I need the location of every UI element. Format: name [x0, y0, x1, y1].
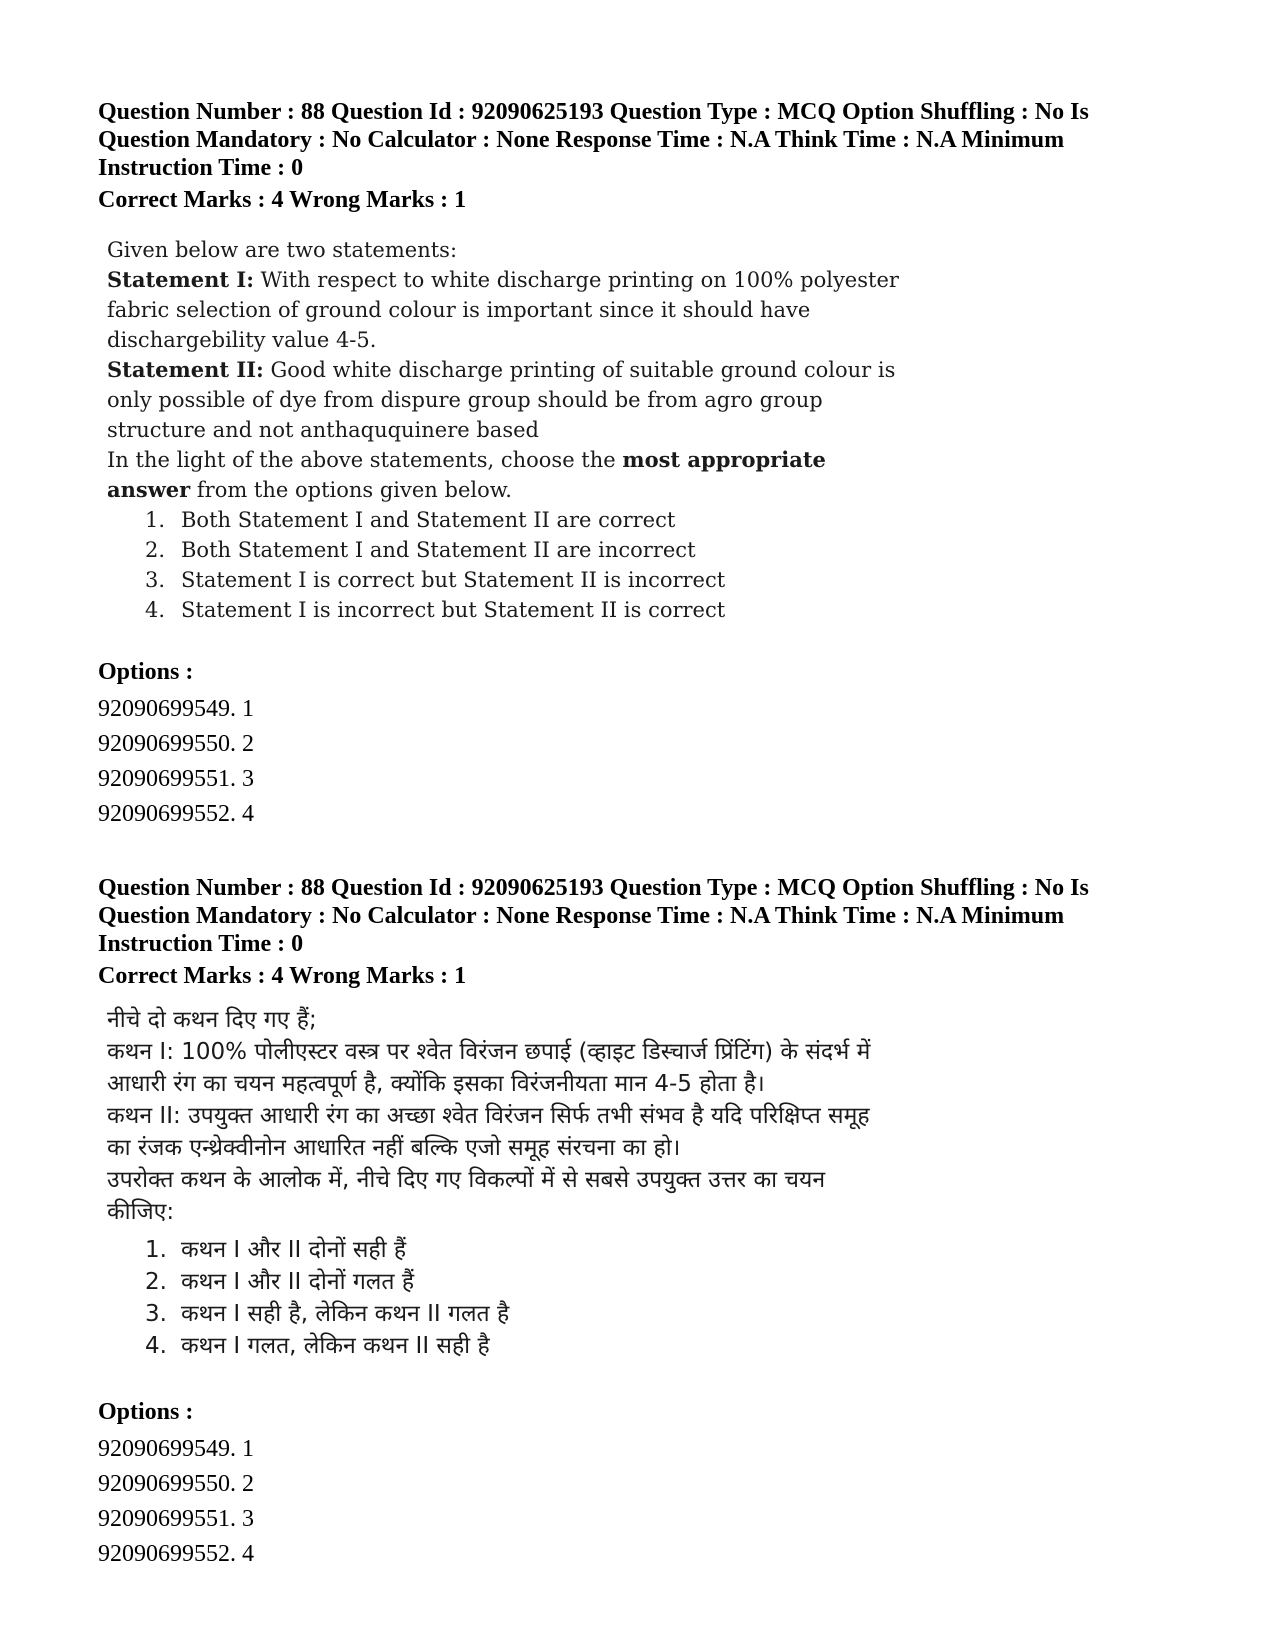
statement-2: Statement II: Good white discharge printing of suitable ground colour is [107, 357, 896, 382]
marks-line [98, 962, 1178, 990]
option-item: 92090699549. 1 [98, 696, 254, 722]
option-item: 92090699551. 3 [98, 1506, 254, 1532]
question-line: आधारी रंग का चयन महत्वपूर्ण है, क्योंकि इसका विरंजनीयता मान 4-5 होता है। [107, 1071, 765, 1097]
statement-2-label: Statement II: [107, 357, 264, 382]
answer-choice: 1. कथन I और II दोनों सही हैं [145, 1237, 407, 1263]
question-meta [98, 98, 1178, 182]
meta-line: Question Mandatory : No Calculator : None Response Time : N.A Think Time : N.A Minimum [98, 903, 1065, 929]
question-line: कथन II: उपयुक्त आधारी रंग का अच्छा श्वेत विरंजन सिर्फ तभी संभव है यदि परिक्षिप्त समूह [107, 1103, 870, 1129]
marks-line [98, 186, 1178, 214]
question-meta [98, 874, 1178, 958]
question-line: कथन I: 100% पोलीएस्टर वस्त्र पर श्वेत विरंजन छपाई (व्हाइट डिस्चार्ज प्रिंटिंग) के संदर्भ में [107, 1039, 871, 1065]
question-line: कीजिए: [107, 1199, 175, 1225]
answer-choice: 1. Both Statement I and Statement II are correct [145, 508, 676, 532]
option-item: 92090699552. 4 [98, 1541, 254, 1567]
question-prompt-cont: answer from the options given below. [107, 477, 512, 502]
answer-choice: 4. कथन I गलत, लेकिन कथन II सही है [145, 1333, 490, 1359]
statement-1-line: dischargebility value 4-5. [107, 328, 377, 352]
statement-1: Statement I: With respect to white discharge printing on 100% polyester [107, 267, 899, 292]
meta-line: Instruction Time : 0 [98, 155, 304, 181]
statement-1-line: fabric selection of ground colour is important since it should have [107, 298, 811, 322]
answer-choices [107, 1234, 987, 1362]
options-block [98, 658, 1178, 832]
question-text-english [107, 235, 987, 625]
answer-choices [107, 505, 987, 625]
meta-line: Question Mandatory : No Calculator : None Response Time : N.A Think Time : N.A Minimum [98, 127, 1065, 153]
answer-choice: 4. Statement I is incorrect but Statement II is correct [145, 598, 726, 622]
statement-2-line: only possible of dye from dispure group should be from agro group [107, 388, 823, 412]
question-line: का रंजक एन्थ्रेक्वीनोन आधारित नहीं बल्कि एजो समूह संरचना का हो। [107, 1135, 681, 1161]
answer-choice: 2. कथन I और II दोनों गलत हैं [145, 1269, 415, 1295]
option-item: 92090699550. 2 [98, 731, 254, 757]
options-block [98, 1398, 1178, 1572]
marks-text: Correct Marks : 4 Wrong Marks : 1 [98, 187, 467, 213]
question-prompt: In the light of the above statements, choose the most appropriate [107, 447, 826, 472]
statement-2-line: structure and not anthaququinere based [107, 418, 539, 442]
options-title: Options : [98, 659, 194, 685]
question-line: उपरोक्त कथन के आलोक में, नीचे दिए गए विकल्पों में से सबसे उपयुक्त उत्तर का चयन [107, 1167, 826, 1193]
question-line: नीचे दो कथन दिए गए हैं; [107, 1007, 317, 1033]
answer-choice: 3. कथन I सही है, लेकिन कथन II गलत है [145, 1301, 510, 1327]
meta-line: Question Number : 88 Question Id : 92090625193 Question Type : MCQ Option Shuffling : No Is [98, 99, 1089, 125]
question-text-hindi [107, 1004, 987, 1362]
option-item: 92090699550. 2 [98, 1471, 254, 1497]
statement-1-label: Statement I: [107, 267, 254, 292]
options-title: Options : [98, 1399, 194, 1425]
option-item: 92090699549. 1 [98, 1436, 254, 1462]
option-item: 92090699551. 3 [98, 766, 254, 792]
answer-choice: 3. Statement I is correct but Statement II is incorrect [145, 568, 726, 592]
marks-text: Correct Marks : 4 Wrong Marks : 1 [98, 963, 467, 989]
question-intro: Given below are two statements: [107, 238, 458, 262]
answer-choice: 2. Both Statement I and Statement II are incorrect [145, 538, 696, 562]
meta-line: Question Number : 88 Question Id : 92090625193 Question Type : MCQ Option Shuffling : No Is [98, 875, 1089, 901]
meta-line: Instruction Time : 0 [98, 931, 304, 957]
option-item: 92090699552. 4 [98, 801, 254, 827]
